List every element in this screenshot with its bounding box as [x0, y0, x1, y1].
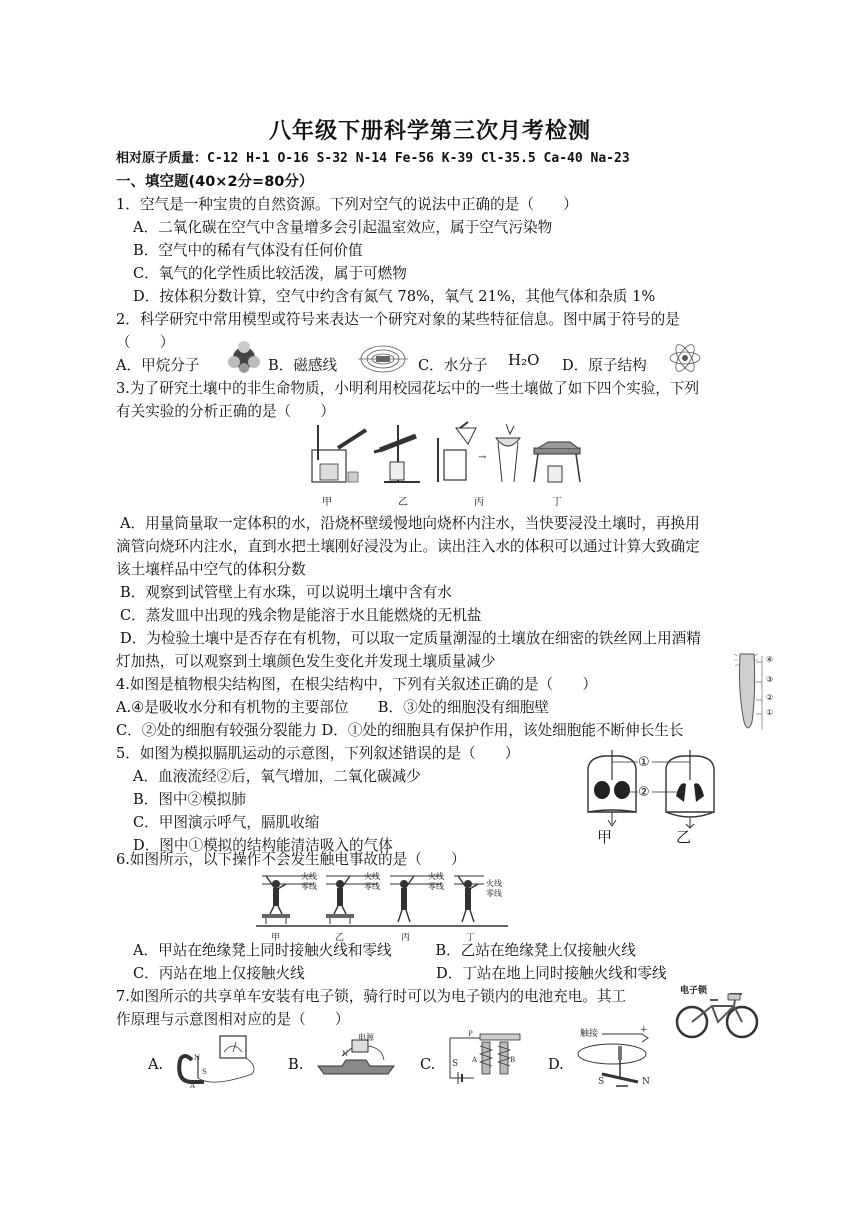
q2-stem: 2．科学研究中常用模型或符号来表达一个研究对象的某些特征信息。图中属于符号的是 [116, 311, 680, 328]
wire-label-live-3: 火线 [428, 872, 444, 881]
svg-text:B: B [510, 1056, 516, 1064]
q2-option-a: A．甲烷分子 [116, 357, 200, 374]
svg-text:N: N [194, 1054, 201, 1062]
q5-option-d: D．图中①模拟的结构能清洁吸入的气体 [133, 837, 393, 854]
root-label-4: ④ [766, 655, 774, 664]
svg-text:P: P [468, 1030, 473, 1038]
h2o-formula: H₂O [508, 351, 540, 369]
q4-stem: 4.如图是植物根尖结构图，在根尖结构中，下列有关叙述正确的是（ ） [116, 676, 597, 693]
q7-figure-a [172, 1030, 262, 1090]
diaphragm-mark-1: ① [638, 755, 650, 770]
q1-option-b: B．空气中的稀有气体没有任何价值 [133, 242, 363, 259]
svg-text:→: → [478, 452, 487, 463]
svg-text:A: A [472, 1056, 478, 1064]
q1-option-c: C．氧气的化学性质比较活泼，属于可燃物 [133, 265, 407, 282]
section-heading: 一、填空题(40×2分=80分） [116, 174, 314, 190]
root-label-1: ① [766, 708, 774, 717]
q5-option-a: A．血液流经②后，氧气增加，二氧化碳减少 [133, 768, 421, 785]
diaphragm-model-figure [580, 750, 730, 830]
wire-label-neutral-4: 零线 [486, 889, 502, 898]
fig3-label-jia: 甲 [322, 497, 332, 508]
svg-text:S: S [202, 1068, 207, 1076]
q7-stem: 7.如图所示的共享单车安装有电子锁，骑行时可以为电子锁内的电池充电。其工 [116, 988, 627, 1005]
wire-label-live-4: 火线 [486, 879, 502, 888]
q7-option-a: A. [148, 1056, 164, 1073]
wire-label-neutral-3: 零线 [428, 882, 444, 891]
electric-shock-figure [256, 870, 508, 930]
wire-label-neutral-1: 零线 [301, 882, 317, 891]
root-label-3: ③ [766, 675, 774, 684]
q7-d-contact-label: 触接 [580, 1029, 599, 1039]
fig3-label-bing: 丙 [474, 497, 484, 508]
q7-option-b: B. [288, 1056, 304, 1073]
q7-figure-c [444, 1028, 534, 1084]
q2-stem-cont: （ ） [116, 334, 175, 351]
q6-option-ab: A．甲站在绝缘凳上同时接触火线和零线 B．乙站在绝缘凳上仅接触火线 [133, 942, 636, 959]
wire-label-live-1: 火线 [301, 872, 317, 881]
svg-text:N: N [342, 1050, 349, 1058]
root-label-2: ② [766, 693, 774, 702]
q5-option-b: B．图中②模拟肺 [133, 791, 246, 808]
q3-option-a-line3: 该土壤样品中空气的体积分数 [116, 561, 306, 578]
q2-option-b: B．磁感线 [268, 357, 338, 374]
soil-experiments-figure [308, 420, 584, 490]
svg-text:+: + [640, 1026, 648, 1035]
q3-stem: 3.为了研究土壤中的非生命物质，小明利用校园花坛中的一些土壤做了如下四个实验，下列 [116, 380, 700, 397]
q2-option-d: D．原子结构 [562, 357, 647, 374]
q4-option-ab: A.④是吸收水分和有机物的主要部位 B．③处的细胞没有细胞壁 [116, 699, 550, 716]
q3-option-b: B．观察到试管壁上有水珠，可以说明土壤中含有水 [120, 584, 452, 601]
q3-option-a-line1: A．用量筒量取一定体积的水，沿烧杯壁缓慢地向烧杯内注水，当快要浸没土壤时，再换用 [120, 515, 700, 532]
diaphragm-label-jia: 甲 [597, 828, 613, 846]
methane-molecule-image [226, 340, 262, 374]
diaphragm-mark-2: ② [638, 785, 650, 800]
q5-stem: 5．如图为模拟膈肌运动的示意图，下列叙述错误的是（ ） [116, 745, 520, 762]
q3-option-d-line1: D．为检验土壤中是否存在有机物，可以取一定质量潮湿的土壤放在细密的铁丝网上用酒精 [120, 630, 701, 647]
q6-option-cd: C．丙站在地上仅接触火线 D．丁站在地上同时接触火线和零线 [133, 965, 667, 982]
q7-option-d: D. [548, 1056, 564, 1073]
q3-option-c: C．蒸发皿中出现的残余物是能溶于水且能燃烧的无机盐 [120, 607, 482, 624]
q1-option-a: A．二氧化碳在空气中含量增多会引起温室效应，属于空气污染物 [133, 219, 553, 236]
fig6-label-yi: 乙 [335, 933, 345, 943]
q6-stem: 6.如图所示，以下操作不会发生触电事故的是（ ） [116, 851, 466, 868]
wire-label-live-2: 火线 [364, 872, 380, 881]
atomic-masses: 相对原子质量：C-12 H-1 O-16 S-32 N-14 Fe-56 K-39 Cl-35.5 Ca-40 Na-23 [116, 151, 630, 166]
bike-lock-label: 电子锁 [680, 986, 708, 996]
fig6-label-jia: 甲 [271, 933, 281, 943]
svg-text:S: S [452, 1059, 459, 1069]
svg-text:A: A [190, 1082, 196, 1090]
fig6-label-bing: 丙 [401, 933, 411, 943]
magnetic-field-lines-image [358, 343, 408, 375]
wire-label-neutral-2: 零线 [364, 882, 380, 891]
page-title: 八年级下册科学第三次月考检测 [268, 118, 591, 144]
q5-option-c: C．甲图演示呼气，膈肌收缩 [133, 814, 320, 831]
q1-option-d: D．按体积分数计算，空气中约含有氮气 78%，氧气 21%，其他气体和杂质 1% [133, 288, 656, 305]
atom-structure-image [668, 342, 702, 374]
q3-stem-cont: 有关实验的分析正确的是（ ） [116, 403, 335, 420]
q1-stem: 1．空气是一种宝贵的自然资源。下列对空气的说法中正确的是（ ） [116, 196, 578, 213]
fig6-label-ding: 丁 [466, 933, 476, 943]
q2-option-c: C．水分子 [418, 357, 488, 374]
q7-figure-b [312, 1036, 402, 1080]
q7-stem-cont: 作原理与示意图相对应的是（ ） [116, 1011, 350, 1028]
svg-text:S: S [598, 1077, 605, 1087]
diaphragm-label-yi: 乙 [676, 828, 692, 846]
q4-option-cd: C．②处的细胞有较强分裂能力 D．①处的细胞具有保护作用，该处细胞能不断伸长生长 [116, 722, 684, 739]
q3-option-a-line2: 滴管向烧环内注水，直到水把土壤刚好浸没为止。读出注入水的体积可以通过计算大致确定 [116, 538, 700, 555]
q7-option-c: C. [420, 1056, 436, 1073]
fig3-label-yi: 乙 [398, 497, 408, 508]
svg-text:N: N [642, 1077, 650, 1087]
q7-b-power-label: 电源 [358, 1033, 374, 1042]
fig3-label-ding: 丁 [552, 497, 562, 508]
q3-option-d-line2: 灯加热，可以观察到土壤颜色发生变化并发现土壤质量减少 [116, 653, 496, 670]
